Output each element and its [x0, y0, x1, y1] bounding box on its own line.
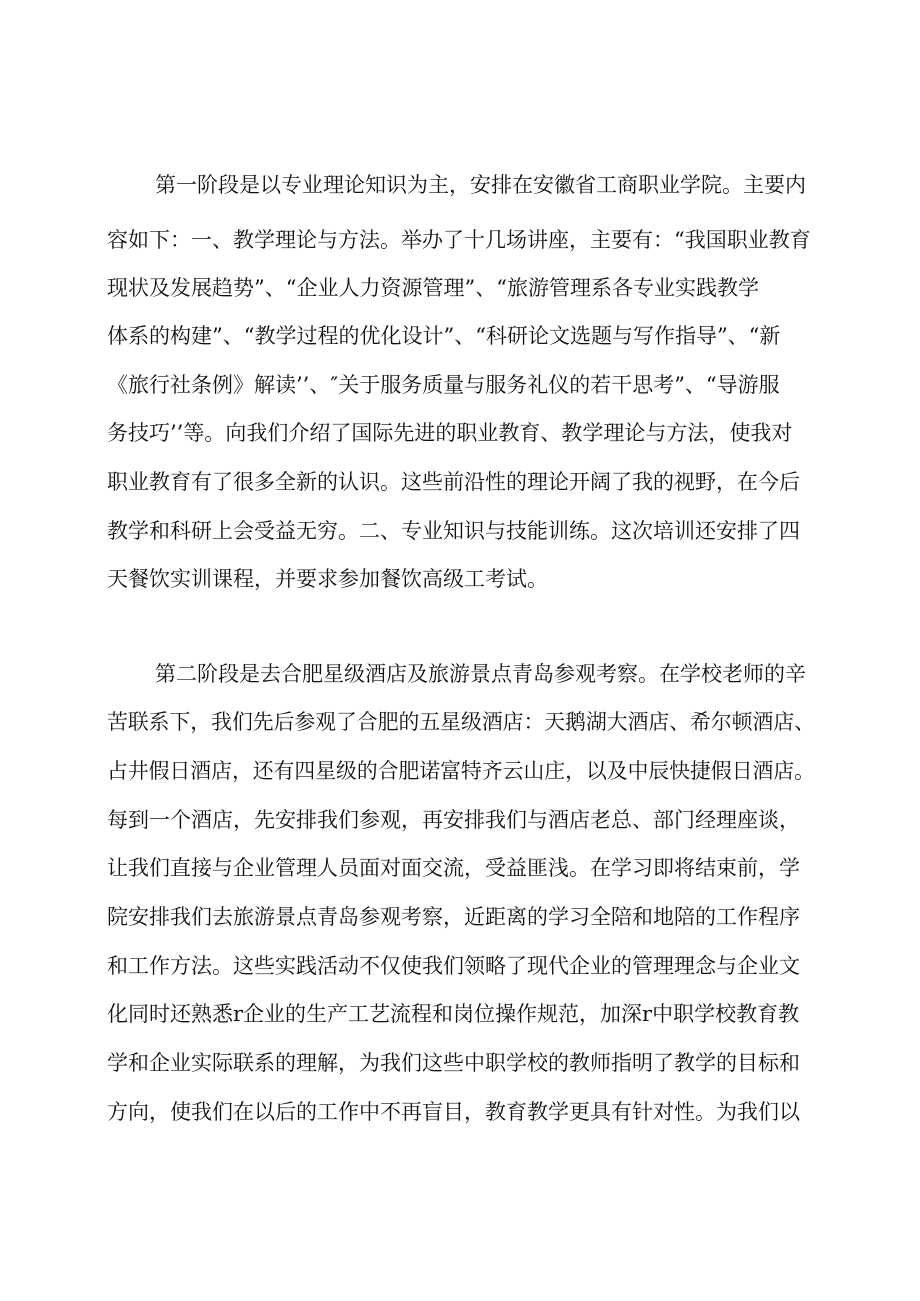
paragraph-line: 第二阶段是去合肥星级酒店及旅游景点青岛参观考察。在学校老师的辛: [155, 662, 806, 686]
paragraph-line: 每到一个酒店，先安排我们参观，再安排我们与酒店老总、部门经理座谈，: [107, 808, 800, 832]
paragraph-line: 教学和科研上会受益无穷。二、专业知识与技能训练。这次培训还安排了四: [107, 519, 800, 543]
paragraph-line: 《旅行社条例》解读’’、″关于服务质量与服务礼仪的若干思考”、“导游服: [107, 373, 780, 397]
paragraph-line: 现状及发展趋势”、“企业人力资源管理”、“旅游管理系各专业实践教学: [107, 276, 759, 300]
paragraph-line: 容如下：一、教学理论与方法。举办了十几场讲座，主要有：“我国职业教育: [107, 228, 811, 252]
paragraph-line: 和工作方法。这些实践活动不仅使我们领略了现代企业的管理理念与企业文: [107, 954, 800, 978]
paragraph-line: 占井假日酒店，还有四星级的合肥诺富特齐云山庄，以及中辰快捷假日酒店。: [107, 759, 816, 783]
paragraph-line: 方向，使我们在以后的工作中不再盲目，教育教学更具有针对性。为我们以: [107, 1100, 800, 1124]
paragraph-line: 务技巧’’等。向我们介绍了国际先进的职业教育、教学理论与方法，使我对: [107, 421, 793, 445]
paragraph-line: 体系的构建”、“教学过程的优化设计”、“科研论文选题与写作指导”、“新: [107, 324, 781, 348]
paragraph-line: 第一阶段是以专业理论知识为主，安排在安徽省工商职业学院。主要内: [155, 173, 806, 197]
paragraph-line: 院安排我们去旅游景点青岛参观考察，近距离的学习全陪和地陪的工作程序: [107, 905, 800, 929]
paragraph-line: 天餐饮实训课程，并要求参加餐饮高级工考试。: [107, 567, 548, 591]
paragraph-line: 职业教育有了很多全新的认识。这些前沿性的理论开阔了我的视野，在今后: [107, 470, 800, 494]
paragraph-line: 化同时还熟悉r企业的生产工艺流程和岗位操作规范，加深r中职学校教育教: [107, 1002, 800, 1026]
paragraph-line: 让我们直接与企业管理人员面对面交流，受益匪浅。在学习即将结束前，学: [107, 856, 800, 880]
paragraph-line: 学和企业实际联系的理解，为我们这些中职学校的教师指明了教学的目标和: [107, 1051, 800, 1075]
paragraph-line: 苦联系下，我们先后参观了合肥的五星级酒店：天鹅湖大酒店、希尔顿酒店、: [107, 710, 816, 734]
